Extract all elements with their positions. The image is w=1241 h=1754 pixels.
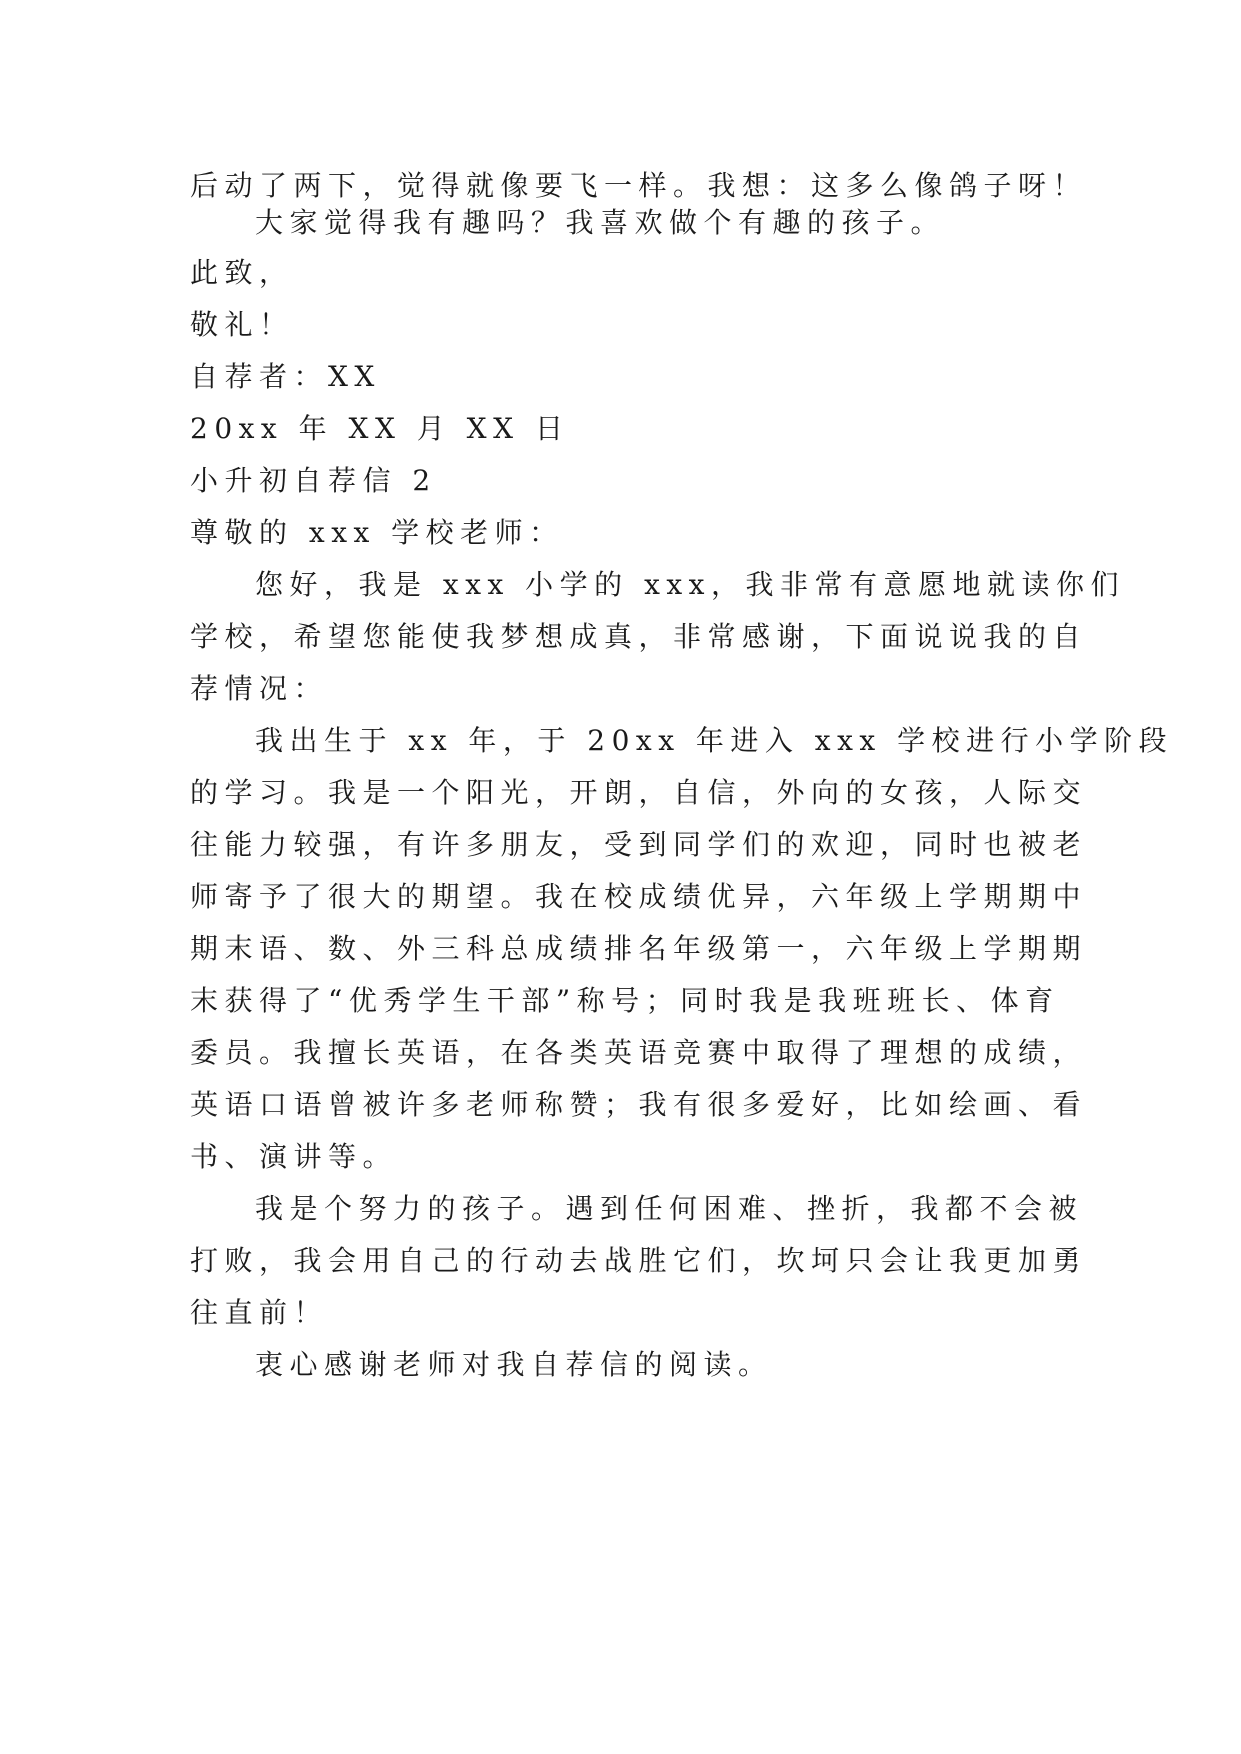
salutation-closing: 此致，: [190, 256, 294, 289]
text-line: 我出生于 xx 年，于 20xx 年进入 xxx 学校进行小学阶段: [255, 724, 1174, 757]
text-line: 我是个努力的孩子。遇到任何困难、挫折，我都不会被: [255, 1192, 1084, 1225]
text-line: 大家觉得我有趣吗？我喜欢做个有趣的孩子。: [255, 206, 946, 239]
date-line: 20xx 年 XX 月 XX 日: [190, 412, 570, 445]
text-line: 书、演讲等。: [190, 1140, 398, 1173]
text-line: 荐情况：: [190, 672, 329, 705]
text-line: 学校，希望您能使我梦想成真，非常感谢，下面说说我的自: [190, 620, 1088, 653]
text-line: 师寄予了很大的期望。我在校成绩优异，六年级上学期期中: [190, 880, 1088, 913]
text-line: 的学习。我是一个阳光，开朗，自信，外向的女孩，人际交: [190, 776, 1088, 809]
text-line: 衷心感谢老师对我自荐信的阅读。: [255, 1348, 773, 1381]
text-line: 您好，我是 xxx 小学的 xxx，我非常有意愿地就读你们: [255, 568, 1125, 601]
text-line: 英语口语曾被许多老师称赞；我有很多爱好，比如绘画、看: [190, 1088, 1088, 1121]
signature-line: 自荐者：XX: [190, 360, 381, 393]
text-line: 往能力较强，有许多朋友，受到同学们的欢迎，同时也被老: [190, 828, 1088, 861]
text-line: 后动了两下，觉得就像要飞一样。我想：这多么像鸽子呀！: [190, 169, 1088, 202]
text-line: 往直前！: [190, 1296, 329, 1329]
greeting-line: 尊敬的 xxx 学校老师：: [190, 516, 564, 549]
text-line: 期末语、数、外三科总成绩排名年级第一，六年级上学期期: [190, 932, 1088, 965]
section-title: 小升初自荐信 2: [190, 464, 437, 497]
text-line: 末获得了“优秀学生干部”称号；同时我是我班班长、体育: [190, 984, 1060, 1017]
salutation-regards: 敬礼！: [190, 308, 294, 341]
text-line: 委员。我擅长英语，在各类英语竞赛中取得了理想的成绩，: [190, 1036, 1088, 1069]
text-line: 打败，我会用自己的行动去战胜它们，坎坷只会让我更加勇: [190, 1244, 1088, 1277]
